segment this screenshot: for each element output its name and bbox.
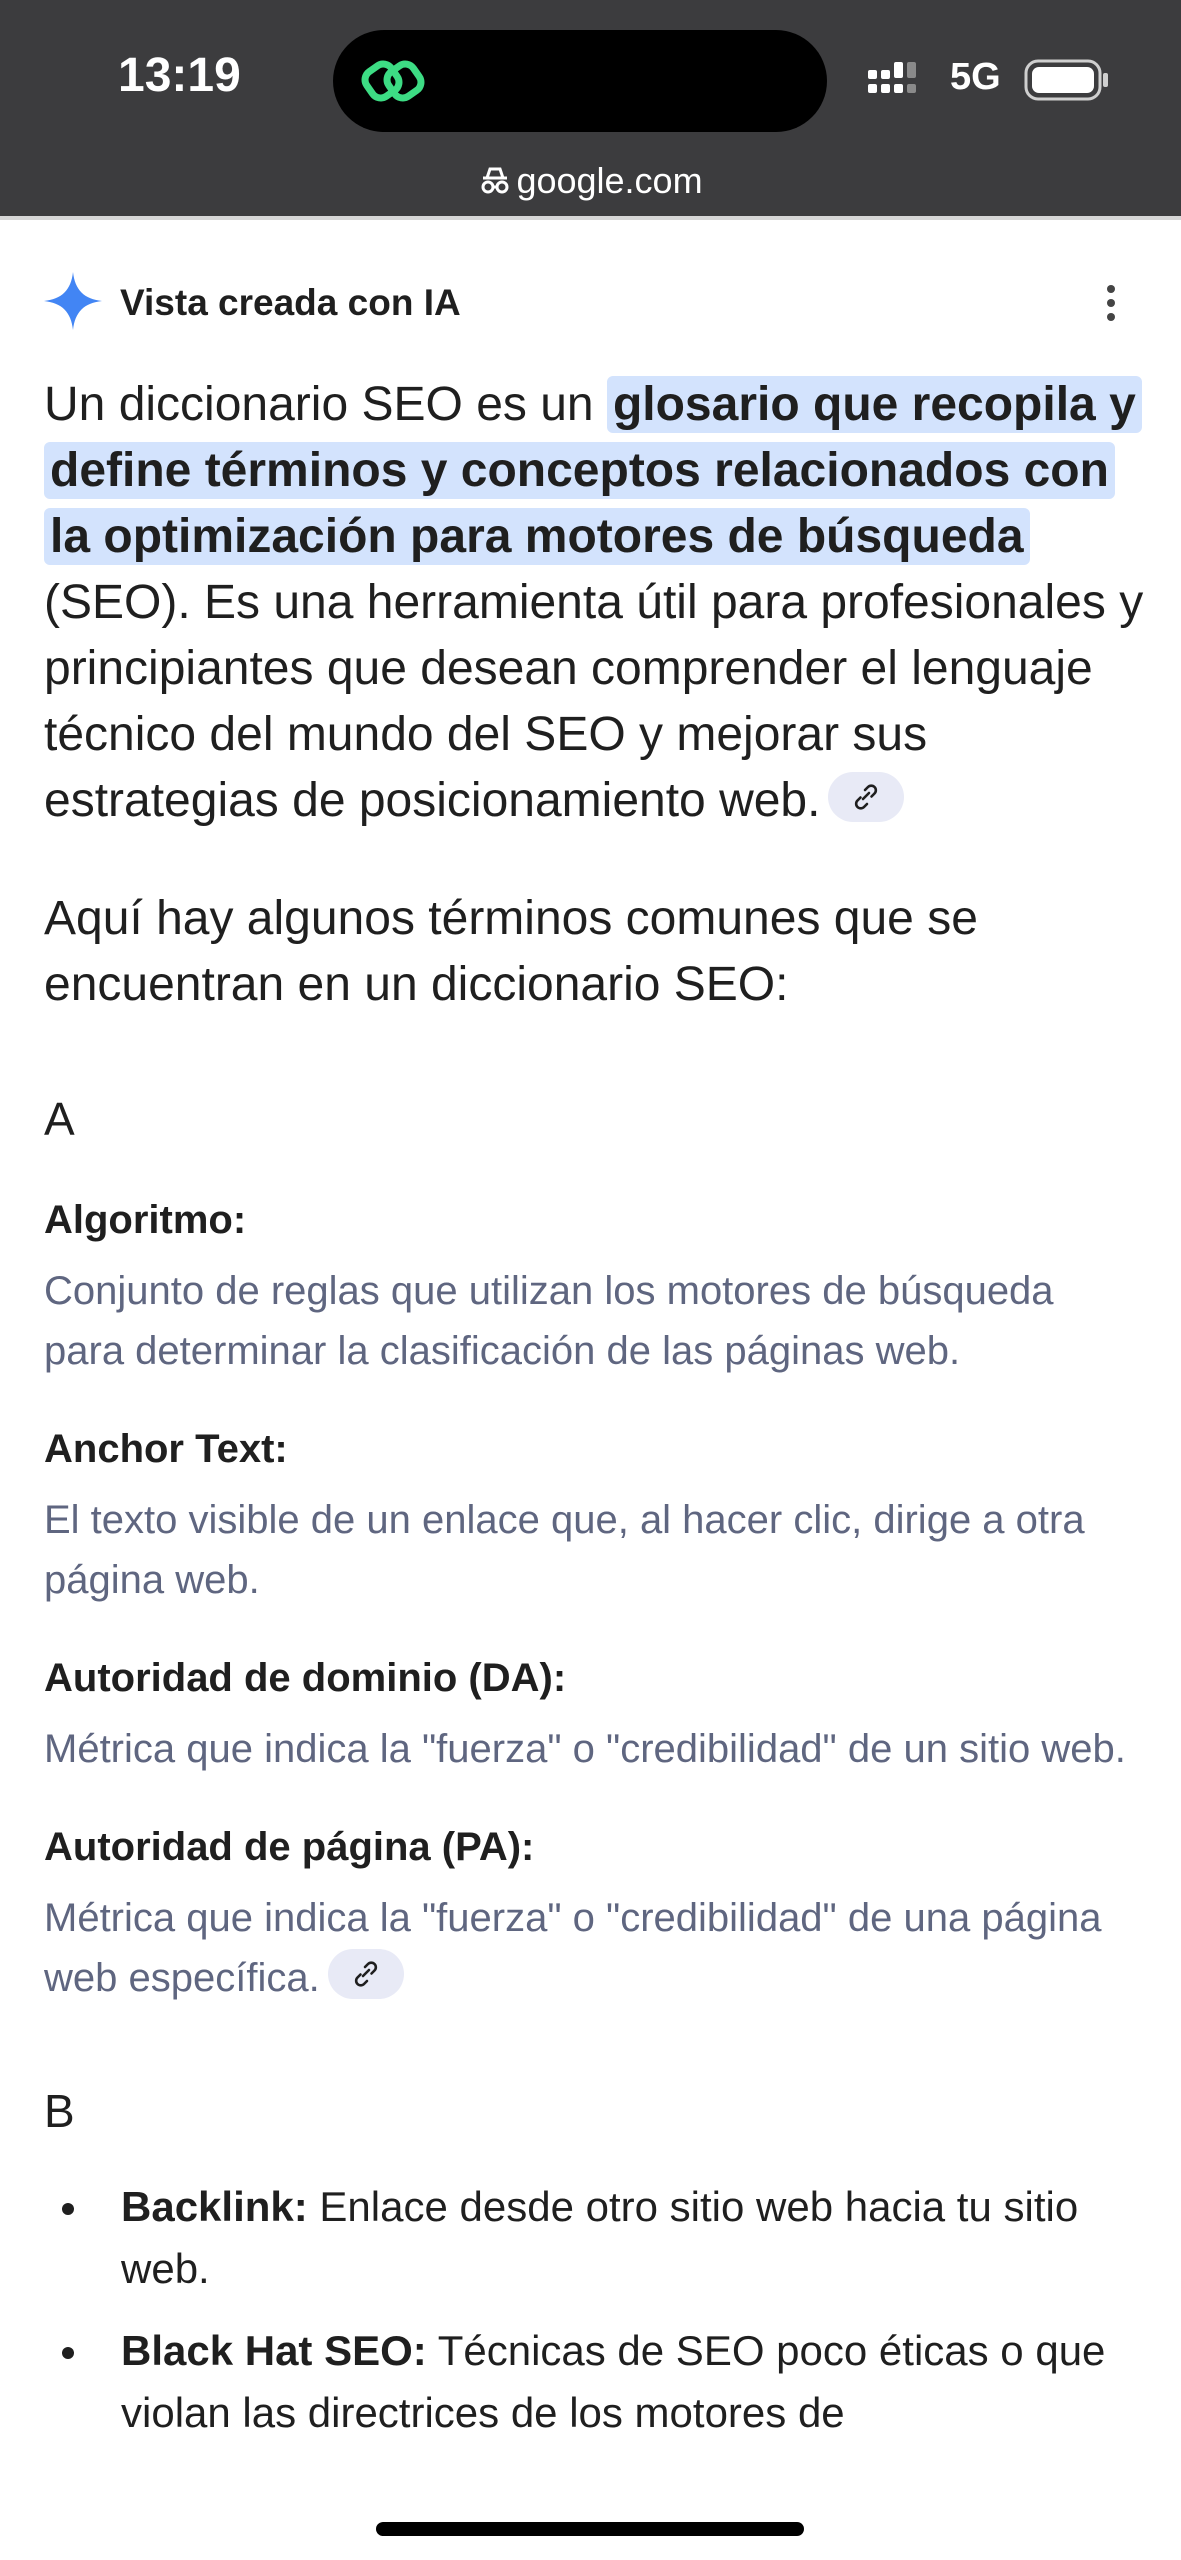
list-item-term: Backlink: — [121, 2183, 308, 2230]
list-item — [44, 2320, 1144, 2444]
term-title: Algoritmo: — [44, 1198, 247, 1242]
list-item-definition: Enlace desde otro sitio web hacia tu sitio web. — [121, 2183, 1079, 2292]
term-definition: Métrica que indica la "fuerza" o "credibilidad" de un sitio web. — [44, 1727, 1126, 1771]
ai-overview-header — [44, 270, 1144, 334]
status-bar — [0, 0, 1181, 220]
section-letter-a: A — [44, 1093, 75, 1145]
intro-paragraph: Aquí hay algunos términos comunes que se encuentran en un diccionario SEO: — [44, 892, 978, 1011]
source-link-button[interactable] — [328, 1949, 404, 1999]
section-letter-b: B — [44, 2085, 75, 2137]
bullet-icon — [62, 2203, 74, 2215]
source-link-button[interactable] — [828, 772, 904, 822]
link-icon — [852, 784, 880, 810]
term-definition — [44, 1888, 1144, 2008]
url-bar[interactable] — [0, 150, 1181, 212]
list-item-definition: Técnicas de SEO poco éticas o que violan las directrices de los motores de — [121, 2327, 1106, 2436]
divider — [0, 216, 1181, 220]
lead-paragraph — [44, 372, 1144, 834]
status-time: 13:19 — [118, 49, 241, 102]
lead-text-after: (SEO). Es una herramienta útil para profesionales y principiantes que desean comprender el lenguaje técnico del mundo del SEO y mejorar sus estrategias de posicionamiento web. — [44, 576, 1144, 827]
url-text: google.com — [516, 160, 703, 201]
lead-highlight: glosario que recopila y define términos y conceptos relacionados con la optimización para motores de búsqueda — [44, 376, 1142, 565]
network-type: 5G — [950, 56, 1001, 98]
term-definition: Conjunto de reglas que utilizan los motores de búsqueda para determinar la clasificación de las páginas web. — [44, 1269, 1054, 1373]
dynamic-island[interactable] — [333, 30, 827, 132]
lead-text-before: Un diccionario SEO es un — [44, 378, 607, 431]
incognito-icon — [478, 164, 512, 198]
ai-overview-content — [44, 372, 1144, 2464]
more-vert-icon[interactable] — [1102, 284, 1120, 322]
list-item — [44, 2176, 1144, 2300]
section-b-list — [44, 2176, 1144, 2444]
signal-icon — [868, 62, 930, 102]
term-definition: El texto visible de un enlace que, al hacer clic, dirige a otra página web. — [44, 1498, 1085, 1602]
term-title: Autoridad de página (PA): — [44, 1825, 535, 1869]
term-title: Anchor Text: — [44, 1427, 288, 1471]
home-indicator[interactable] — [376, 2522, 804, 2536]
ai-overview-label: Vista creada con IA — [120, 282, 461, 323]
term-definition-text: Métrica que indica la "fuerza" o "credibilidad" de una página web específica. — [44, 1896, 1102, 2000]
battery-icon — [1024, 58, 1110, 102]
app-activity-icon — [361, 54, 425, 108]
bullet-icon — [62, 2347, 74, 2359]
list-item-term: Black Hat SEO: — [121, 2327, 427, 2374]
link-icon — [352, 1961, 380, 1987]
term-title: Autoridad de dominio (DA): — [44, 1656, 567, 1700]
sparkle-icon — [44, 272, 102, 330]
